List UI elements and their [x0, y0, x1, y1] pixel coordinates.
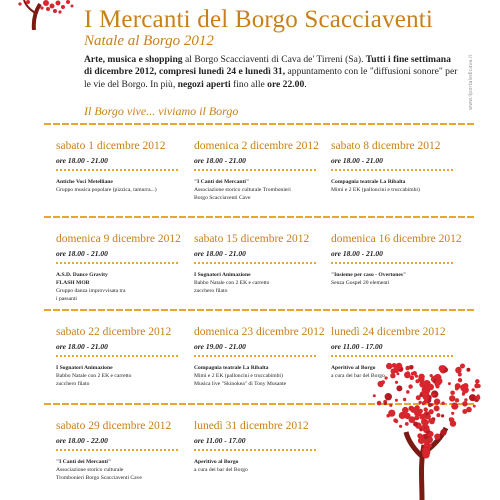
tree-leaf-dot [436, 413, 440, 417]
tree-leaf-dot [395, 399, 398, 402]
event-description-line: Musica live "Skinokea" di Tony Musante [194, 381, 287, 387]
tree-leaf-dot [451, 412, 454, 415]
tree-leaf-dot [386, 363, 392, 369]
tree-leaf-dot [434, 434, 440, 440]
event-description-line: Compagnia teatrale La Ribalta [331, 179, 406, 185]
tree-leaf-dot [388, 410, 395, 417]
tree-leaf-dot [414, 415, 419, 420]
event-cell [194, 233, 318, 295]
tree-decoration-bottom-icon [350, 340, 500, 500]
event-description-line: Associazione storico culturale Trombonieri [194, 187, 291, 193]
event-description-line: Gruppo danza improvvisata tra [56, 288, 126, 294]
event-description-line: A.S.D. Dance Gravity [56, 272, 108, 278]
event-description-line: Gruppo musica popolare (pizzica, tamurra...) [56, 187, 157, 193]
event-hours: ore 18.00 - 21.00 [331, 156, 383, 165]
intro-text-segment: appuntamento con le "diffusioni sonore" per le vie del Borgo. In più, [84, 66, 458, 90]
tree-leaf-dot [423, 381, 426, 384]
event-description-line: I Sognatori Animazione [56, 365, 113, 371]
tree-leaf-dot [405, 422, 409, 426]
tree-leaf-dot [389, 404, 392, 407]
tree-leaf-dot [477, 384, 481, 388]
tree-leaf-dot [390, 373, 395, 378]
event-hours: ore 19.00 - 21.00 [194, 342, 246, 351]
tree-leaf-dot [426, 412, 429, 415]
divider-rule [44, 309, 476, 311]
tree-leaf-dot [441, 414, 444, 417]
event-date: domenica 9 dicembre 2012 [56, 233, 181, 245]
event-cell [56, 420, 180, 482]
dotted-divider [194, 449, 318, 451]
event-description [194, 178, 318, 202]
tree-leaf-dot [473, 405, 476, 408]
event-description [194, 458, 318, 474]
dotted-divider [56, 262, 180, 264]
event-hours: ore 11.00 - 17.00 [331, 342, 383, 351]
tree-leaf-dot [406, 390, 410, 394]
tree-leaf-dot [428, 444, 432, 448]
intro-paragraph [84, 54, 459, 91]
tree-leaf-dot [424, 443, 429, 448]
tree-leaf-dot [434, 399, 440, 405]
tree-leaf-dot [464, 398, 467, 401]
tree-leaf-dot [411, 372, 414, 375]
tree-leaf-dot [403, 398, 406, 401]
tree-leaf-dot [422, 388, 429, 395]
intro-text-segment: . [304, 78, 307, 90]
tree-leaf-dot [475, 379, 480, 384]
event-hours: ore 18.00 - 21.00 [56, 249, 108, 258]
event-date: sabato 8 dicembre 2012 [331, 140, 441, 152]
event-description-line: Antiche Voci Metelliane [56, 179, 113, 185]
event-description-line: zucchero filato [56, 381, 90, 387]
tree-leaf-dot [405, 366, 410, 371]
tree-leaf-dot [378, 381, 384, 387]
event-description [194, 364, 318, 388]
event-description [56, 271, 180, 303]
tree-leaf-dot [404, 372, 411, 379]
event-description-line: Trombonieri Borgo Scacciaventi Cave [56, 475, 142, 481]
event-description [194, 271, 318, 295]
event-description-line: Compagnia teatrale La Ribalta [194, 365, 269, 371]
tree-leaf-dot [450, 391, 455, 396]
event-cell [56, 233, 180, 303]
page-title: I Mercanti del Borgo Scacciaventi [84, 6, 434, 33]
event-hours: ore 18.00 - 21.00 [56, 156, 108, 165]
dotted-divider [56, 449, 180, 451]
event-hours: ore 18.00 - 22.00 [56, 436, 108, 445]
tree-leaf-dot [460, 384, 468, 392]
event-date: lunedì 31 dicembre 2012 [194, 420, 309, 432]
divider-rule [44, 123, 476, 125]
tree-leaf-dot [395, 381, 398, 384]
tree-leaf-dot [429, 409, 434, 414]
event-description-line: "Insieme per caso - Overtones" [331, 272, 407, 278]
event-description [56, 458, 180, 482]
tree-leaf-dot [409, 416, 416, 423]
event-description-line: Aperitivo al Borgo [194, 459, 239, 465]
tree-leaf-dot [451, 403, 458, 410]
event-hours: ore 11.00 - 17.00 [194, 436, 246, 445]
tree-leaf-dot [462, 409, 467, 414]
event-description [331, 271, 455, 287]
tree-leaf-dot [475, 395, 480, 400]
tree-leaf-dot [455, 367, 461, 373]
event-date: domenica 16 dicembre 2012 [331, 233, 462, 245]
tree-leaf-dot [425, 425, 429, 429]
tree-leaf-dot [450, 420, 456, 426]
event-description-line: "I Canti dei Mercanti" [56, 459, 112, 465]
dotted-divider [56, 169, 180, 171]
tree-leaf-dot [431, 393, 434, 396]
divider-rule [44, 216, 476, 218]
tree-leaf-dot [421, 419, 428, 426]
tree-leaf-dot [429, 431, 433, 435]
dotted-divider [56, 355, 180, 357]
tree-leaf-dot [435, 380, 441, 386]
tree-leaf-dot [472, 388, 475, 391]
event-description-line: i passanti [56, 296, 77, 302]
tree-leaf-dot [439, 365, 446, 372]
tree-leaf-dot [396, 372, 399, 375]
tree-leaf-dot [385, 393, 392, 400]
side-credit-text: www.ilportaledicava.it [468, 54, 474, 110]
event-description-line: FLASH MOB [56, 280, 90, 286]
event-cell [56, 326, 180, 388]
tree-leaf-dot [373, 394, 376, 397]
dotted-divider [331, 262, 455, 264]
tree-leaf-dot [458, 378, 462, 382]
tree-leaf-dot [455, 387, 459, 391]
event-date: sabato 1 dicembre 2012 [56, 140, 166, 152]
tree-leaf-dot [396, 385, 402, 391]
event-description-line: a cura dei bar del Borgo [331, 373, 385, 379]
event-cell [331, 140, 455, 194]
event-description-line: Senza Gospel 20 elementi [331, 280, 390, 286]
event-description-line: I Sognatori Animazione [194, 272, 251, 278]
event-description-line: "I Canti dei Mercanti" [194, 179, 250, 185]
tree-leaf-dot [419, 394, 422, 397]
tree-leaf-dot [424, 407, 428, 411]
event-date: domenica 2 dicembre 2012 [194, 140, 319, 152]
tree-leaf-dot [419, 401, 422, 404]
dotted-divider [331, 169, 455, 171]
tree-leaf-dot [418, 413, 421, 416]
event-description-line: Babbo Natale con 2 EK e carretto [194, 280, 270, 286]
intro-text-segment: al Borgo Scacciaventi di Cava de' Tirreni (Sa). [182, 54, 364, 65]
event-date: domenica 23 dicembre 2012 [194, 326, 325, 338]
intro-text-segment: Tutti i fine settimana di dicembre 2012, compresi lunedì 24 e lunedì 31, [84, 54, 451, 78]
page-subtitle: Natale al Borgo 2012 [84, 33, 214, 49]
event-description-line: Aperitivo al Borgo [331, 365, 376, 371]
dotted-divider [194, 355, 318, 357]
tree-leaf-dot [399, 425, 402, 428]
event-cell [194, 140, 318, 202]
event-description-line: Associazione storico culturale [56, 467, 124, 473]
tree-leaf-dot [466, 368, 470, 372]
tree-leaf-dot [377, 401, 382, 406]
event-description [56, 364, 180, 388]
event-description [331, 178, 455, 194]
tree-leaf-dot [396, 363, 403, 370]
intro-text-segment: Arte, musica e shopping [84, 54, 183, 65]
event-description-line: Mimi e 2 EK (palloncini e truccabimbi) [331, 187, 420, 193]
tree-leaf-dot [394, 419, 398, 423]
event-description [56, 178, 180, 194]
tree-leaf-dot [424, 434, 429, 439]
event-cell [56, 140, 180, 194]
intro-text-segment: ore 22.00 [267, 78, 305, 90]
event-cell [194, 326, 325, 388]
event-hours: ore 18.00 - 21.00 [331, 249, 383, 258]
event-date: sabato 15 dicembre 2012 [194, 233, 310, 245]
intro-text-segment: negozi aperti [175, 78, 231, 90]
intro-text-segment: fino alle [230, 78, 268, 90]
tree-leaf-dot [448, 382, 451, 385]
event-hours: ore 18.00 - 21.00 [194, 249, 246, 258]
event-description-line: Mimi e 2 EK (palloncini e truccabimbi) [194, 373, 283, 379]
event-date: sabato 29 dicembre 2012 [56, 420, 172, 432]
event-cell [331, 233, 462, 287]
tree-leaf-dot [415, 379, 419, 383]
dotted-divider [194, 169, 318, 171]
event-cell [194, 420, 318, 474]
tree-leaf-dot [429, 419, 435, 425]
tree-leaf-dot [449, 395, 455, 401]
tree-leaf-dot [384, 402, 387, 405]
dotted-divider [194, 262, 318, 264]
tree-leaf-dot [428, 403, 432, 407]
event-description-line: Babbo Natale con 2 EK e carretto [56, 373, 132, 379]
event-date: sabato 22 dicembre 2012 [56, 326, 172, 338]
tree-leaf-dot [385, 376, 388, 379]
event-date: lunedì 24 dicembre 2012 [331, 326, 446, 338]
tree-leaf-dot [402, 407, 409, 414]
event-description-line: Borgo Scacciaventi Cave [194, 195, 251, 201]
event-hours: ore 18.00 - 21.00 [56, 342, 108, 351]
tree-decoration-top-icon [0, 0, 80, 30]
event-hours: ore 18.00 - 21.00 [194, 156, 246, 165]
tagline: Il Borgo vive... viviamo il Borgo [84, 104, 239, 118]
tree-leaf-dot [462, 401, 467, 406]
tree-leaf-dot [441, 402, 444, 405]
tree-leaf-dot [423, 448, 427, 452]
event-description-line: a cura dei bar del Borgo [194, 467, 248, 473]
tree-leaf-dot [408, 384, 412, 388]
tree-leaf-dot [434, 405, 440, 411]
tree-leaf-dot [440, 429, 446, 435]
tree-leaf-dot [422, 401, 426, 405]
event-description-line: zucchero filato [194, 288, 228, 294]
tree-leaf-dot [455, 398, 459, 402]
